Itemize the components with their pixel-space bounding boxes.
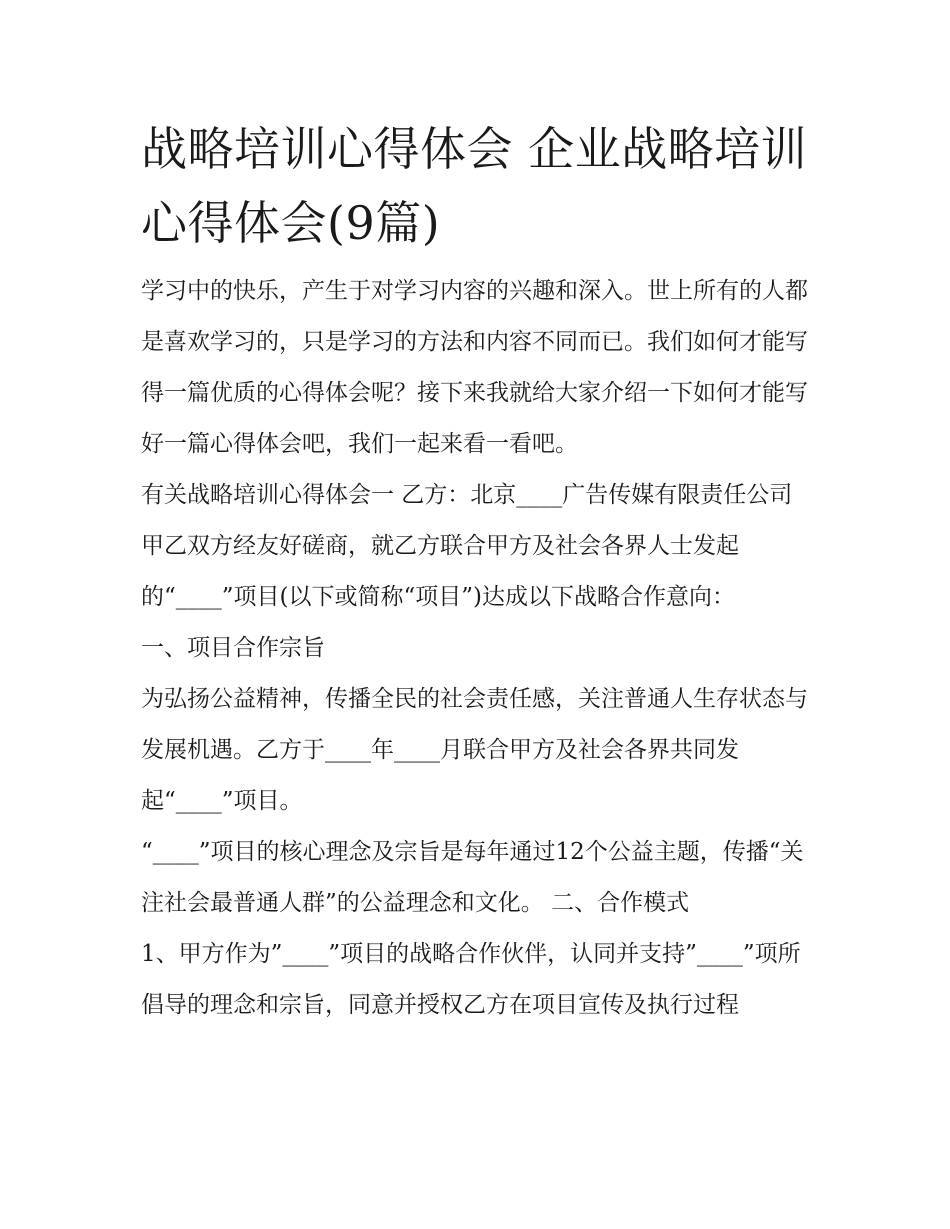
document-page xyxy=(141,112,821,1031)
paragraph-party-b: 有关战略培训心得体会一 乙方：北京____广告传媒有限责任公司 xyxy=(141,482,793,508)
paragraph-core-idea: “____”项目的核心理念及宗旨是每年通过12个公益主题，传播“关注社会最普通人群”的公益理念和文化。 二、合作模式 xyxy=(141,839,804,916)
paragraph-agreement: 甲乙双方经友好磋商，就乙方联合甲方及社会各界人士发起的“____”项目(以下或简称“项目”)达成以下战略合作意向： xyxy=(141,533,739,610)
paragraph-intro: 学习中的快乐，产生于对学习内容的兴趣和深入。世上所有的人都是喜欢学习的，只是学习的方法和内容不同而已。我们如何才能写得一篇优质的心得体会呢？接下来我就给大家介绍一下如何才能写好一篇心得体会吧，我们一起来看一看吧。 xyxy=(141,278,808,457)
document-title: 战略培训心得体会 企业战略培训心得体会(9篇) xyxy=(141,122,808,250)
paragraph-purpose: 为弘扬公益精神，传播全民的社会责任感，关注普通人生存状态与发展机遇。乙方于____年____月联合甲方及社会各界共同发起“____”项目。 xyxy=(141,686,808,814)
paragraph-cooperation-1: 1、甲方作为”____”项目的战略合作伙伴，认同并支持”____”项所倡导的理念和宗旨，同意并授权乙方在项目宣传及执行过程 xyxy=(141,941,801,1018)
section-heading-purpose: 一、项目合作宗旨 xyxy=(141,635,325,661)
